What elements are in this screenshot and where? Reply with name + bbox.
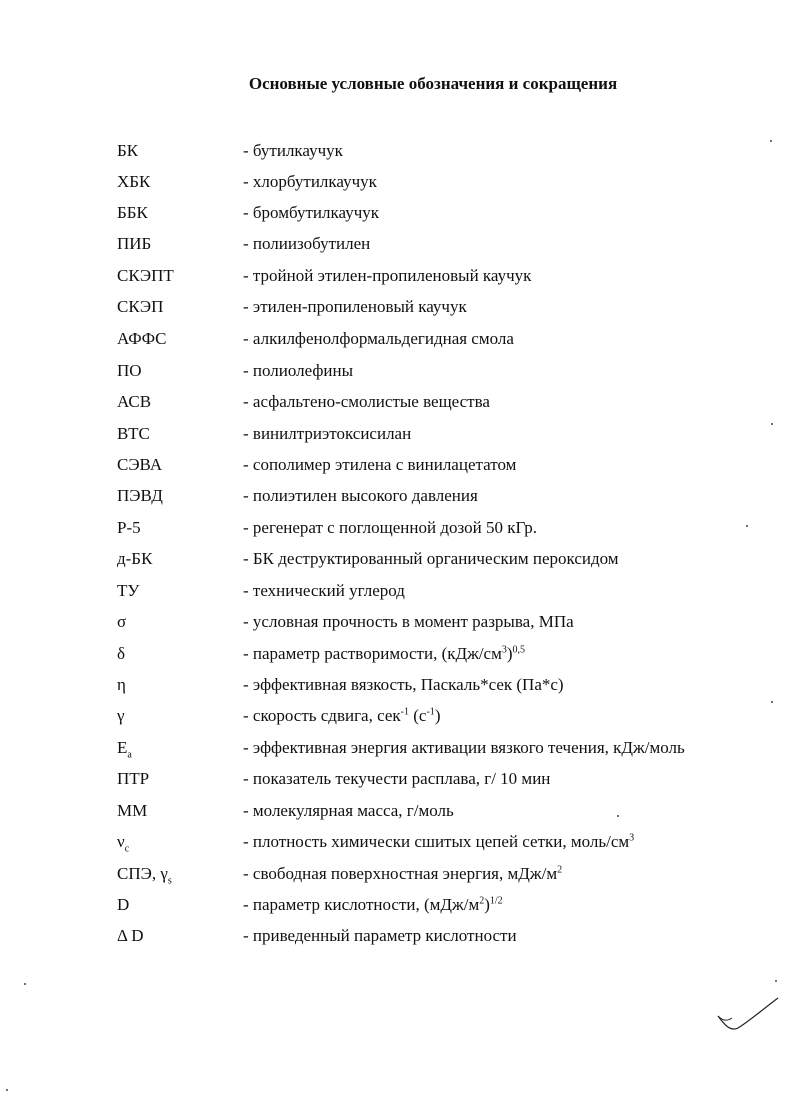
abbreviation: Р-5 — [117, 518, 141, 537]
abbreviation: АФФС — [117, 329, 167, 348]
abbreviation: АСВ — [117, 392, 152, 411]
checkmark-signature — [712, 994, 782, 1036]
abbreviation: СКЭП — [117, 297, 164, 316]
definition: - хлорбутилкаучук — [243, 172, 377, 191]
definition: - этилен-пропиленовый каучук — [243, 297, 467, 316]
definition: - бутилкаучук — [243, 141, 343, 160]
abbreviation: ПИБ — [117, 234, 152, 253]
definition: - скорость сдвига, сек$^{-1}$ $(с^{-1})$ — [243, 706, 441, 725]
definition: - свободная поверхностная энергия, мДж/$м^2$ — [243, 864, 563, 883]
definition: - параметр кислотности, $(мДж/м^2)^{1/2}$ — [243, 895, 503, 914]
scan-speck — [770, 140, 772, 142]
scan-speck — [771, 423, 773, 425]
abbreviation: ББК — [117, 203, 148, 222]
abbreviation: ПЭВД — [117, 486, 163, 505]
definition: - показатель текучести расплава, г/ 10 мин — [243, 769, 551, 788]
definition: - параметр растворимости, $(кДж/см^3)^{0,5}$ — [243, 644, 526, 663]
definition: - молекулярная масса, г/моль — [243, 801, 454, 820]
abbreviation: ММ — [117, 801, 148, 820]
scan-speck — [617, 815, 619, 817]
definition: - асфальтено-смолистые вещества — [243, 392, 490, 411]
scan-speck — [771, 701, 773, 703]
definition: - регенерат с поглощенной дозой 50 кГр. — [243, 518, 537, 537]
definition: - сополимер этилена с винилацетатом — [243, 455, 517, 474]
abbreviation: ПО — [117, 361, 142, 380]
definition: - приведенный параметр кислотности — [243, 926, 517, 945]
definition: - полиэтилен высокого давления — [243, 486, 478, 505]
scan-speck — [746, 525, 748, 527]
page-title: Основные условные обозначения и сокращения — [248, 74, 618, 93]
definition: - эффективная вязкость, Паскаль*сек (Па*с) — [243, 675, 564, 694]
definition: - БК деструктированный органическим пероксидом — [243, 549, 619, 568]
abbreviation: СПЭ, $\gamma_s$ — [117, 864, 172, 887]
definition: - условная прочность в момент разрыва, МПа — [243, 612, 574, 631]
abbreviation: $E_a$ — [117, 738, 132, 761]
abbreviation: СКЭПТ — [117, 266, 174, 285]
abbreviation: Δ D — [117, 926, 144, 945]
scan-speck — [24, 983, 26, 985]
abbreviation: д-БК — [117, 549, 153, 568]
abbreviation: ВТС — [117, 424, 150, 443]
abbreviation: СЭВА — [117, 455, 163, 474]
abbreviation: ПТР — [117, 769, 150, 788]
abbreviation: η — [117, 675, 126, 694]
abbreviation: σ — [117, 612, 127, 631]
definition: - плотность химически сшитых цепей сетки, моль/$см^3$ — [243, 832, 635, 851]
scan-speck — [775, 980, 777, 982]
definition: - полиизобутилен — [243, 234, 371, 253]
abbreviation: D — [117, 895, 130, 914]
scan-speck — [6, 1089, 8, 1091]
definition: - алкилфенолформальдегидная смола — [243, 329, 514, 348]
definition: - полиолефины — [243, 361, 354, 380]
definition: - бромбутилкаучук — [243, 203, 379, 222]
abbreviation: $\nu_c$ — [117, 832, 130, 855]
definition: - эффективная энергия активации вязкого течения, кДж/моль — [243, 738, 685, 757]
abbreviation: δ — [117, 644, 126, 663]
definition: - винилтриэтоксисилан — [243, 424, 412, 443]
abbreviation: ТУ — [117, 581, 140, 600]
definition: - тройной этилен-пропиленовый каучук — [243, 266, 532, 285]
abbreviation: БК — [117, 141, 139, 160]
definition: - технический углерод — [243, 581, 405, 600]
abbreviation: γ — [117, 706, 125, 725]
abbreviation: ХБК — [117, 172, 151, 191]
